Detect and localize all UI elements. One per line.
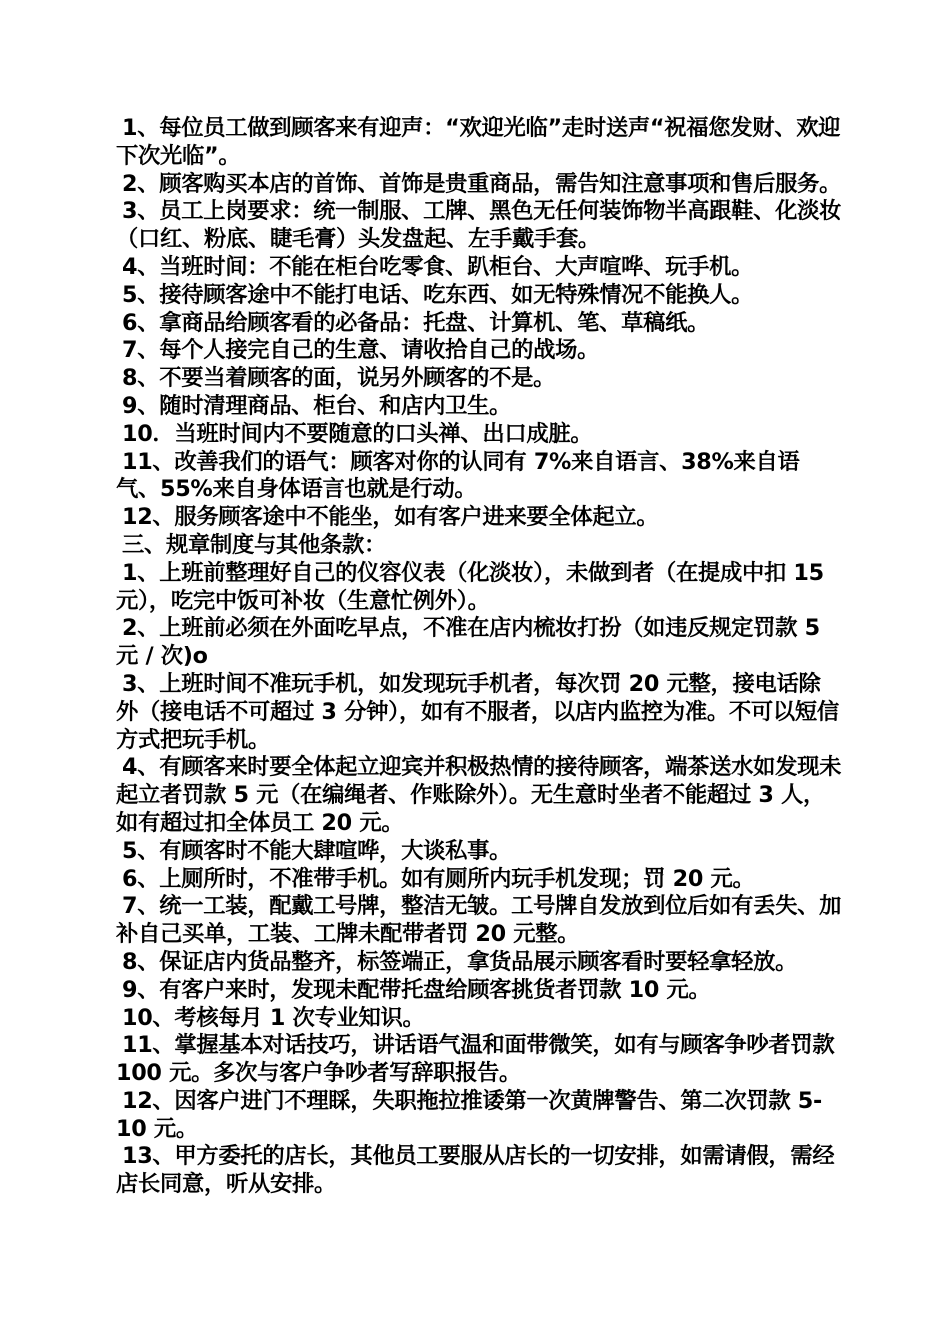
rule-paragraph: 2、上班前必须在外面吃早点，不准在店内梳妆打扮（如违反规定罚款 5 元 / 次)o — [116, 615, 820, 670]
rule-paragraph: 1、每位员工做到顾客来有迎声：“欢迎光临”走时送声“祝福您发财、欢迎下次光临”。 — [116, 115, 841, 169]
rule-paragraph: 4、有顾客来时要全体起立迎宾并积极热情的接待顾客，端茶送水如发现未起立者罚款 5 元（在编绳者、作账除外）。无生意时坐者不能超过 3 人，如有超过扣全体员工 20 元。 — [116, 754, 842, 836]
rule-paragraph: 6、上厕所时，不准带手机。如有厕所内玩手机发现；罚 20 元。 — [122, 865, 755, 892]
rule-paragraph: 9、有客户来时，发现未配带托盘给顾客挑货者罚款 10 元。 — [122, 976, 711, 1003]
rule-paragraph: 5、有顾客时不能大肆喧哗，大谈私事。 — [122, 837, 512, 864]
document-body — [116, 115, 842, 1199]
rule-paragraph: 13、甲方委托的店长，其他员工要服从店长的一切安排，如需请假，需经店长同意，听从安排。 — [116, 1143, 835, 1198]
rule-paragraph: 12、服务顾客途中不能坐，如有客户进来要全体起立。 — [122, 504, 659, 531]
rule-paragraph: 8、保证店内货品整齐，标签端正，拿货品展示顾客看时要轻拿轻放。 — [122, 948, 798, 975]
rule-paragraph: 3、员工上岗要求：统一制服、工牌、黑色无任何装饰物半高跟鞋、化淡妆（口红、粉底、睫毛膏）头发盘起、左手戴手套。 — [116, 198, 842, 253]
rule-paragraph: 12、因客户进门不理睬，失职拖拉推诿第一次黄牌警告、第二次罚款 5-10 元。 — [116, 1087, 822, 1142]
rule-paragraph: 9、随时清理商品、柜台、和店内卫生。 — [122, 392, 512, 419]
rule-paragraph: 11、改善我们的语气：顾客对你的认同有 7%来自语言、38%来自语气、55%来自身体语言也就是行动。 — [116, 448, 800, 503]
rule-paragraph: 10、考核每月 1 次专业知识。 — [122, 1004, 425, 1031]
rule-paragraph: 6、拿商品给顾客看的必备品：托盘、计算机、笔、草稿纸。 — [122, 309, 710, 336]
rule-paragraph: 7、每个人接完自己的生意、请收拾自己的战场。 — [122, 337, 600, 364]
rule-paragraph: 8、不要当着顾客的面，说另外顾客的不是。 — [122, 365, 556, 392]
rule-paragraph: 4、当班时间：不能在柜台吃零食、趴柜台、大声喧哗、玩手机。 — [122, 253, 754, 280]
rule-paragraph: 11、掌握基本对话技巧，讲话语气温和面带微笑，如有与顾客争吵者罚款 100 元。多次与客户争吵者写辞职报告。 — [116, 1032, 835, 1087]
rule-paragraph: 3、上班时间不准玩手机，如发现玩手机者，每次罚 20 元整，接电话除外（接电话不可超过 3 分钟），如有不服者，以店内监控为准。不可以短信方式把玩手机。 — [116, 670, 839, 753]
rule-paragraph: 1、上班前整理好自己的仪容仪表（化淡妆），未做到者（在提成中扣 15 元），吃完中饭可补妆（生意忙例外）。 — [116, 559, 824, 614]
rule-paragraph: 5、接待顾客途中不能打电话、吃东西、如无特殊情况不能换人。 — [122, 281, 754, 308]
rule-paragraph: 10．当班时间内不要随意的口头禅、出口成脏。 — [122, 420, 593, 447]
rule-paragraph: 7、统一工装，配戴工号牌，整洁无皱。工号牌自发放到位后如有丢失、加补自己买单，工装、工牌未配带者罚 20 元整。 — [116, 893, 842, 948]
rule-paragraph: 2、顾客购买本店的首饰、首饰是贵重商品，需告知注意事项和售后服务。 — [122, 170, 842, 197]
section-heading: 三、规章制度与其他条款： — [122, 531, 386, 558]
